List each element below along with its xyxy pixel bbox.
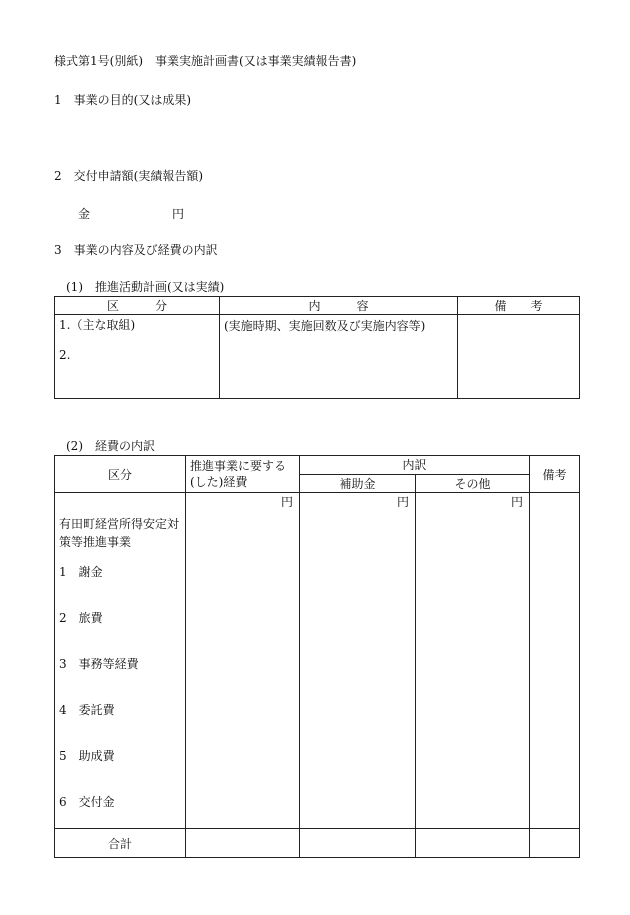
cost-category-cell (55, 493, 186, 829)
section-1-heading: 1 事業の目的(又は成果) (54, 93, 191, 107)
yen-unit: 円 (511, 495, 524, 509)
cost-other-cell (416, 493, 530, 829)
subsection-2-heading: (2) 経費の内訳 (66, 439, 155, 453)
plan-content-note: (実施時期、実施回数及び実施内容等) (224, 319, 426, 333)
cost-item: 5 助成費 (59, 749, 115, 763)
subsection-1-heading: (1) 推進活動計画(又は実績) (66, 280, 225, 294)
yen-unit: 円 (280, 495, 293, 509)
plan-table (54, 296, 580, 399)
yen-unit: 円 (396, 495, 409, 509)
cost-item: 6 交付金 (59, 795, 115, 809)
plan-item-2: 2. (59, 348, 71, 362)
plan-header-remarks: 備 考 (458, 297, 580, 315)
cost-table (54, 455, 580, 858)
cost-header-category: 区分 (55, 456, 186, 493)
plan-header-category: 区 分 (55, 297, 220, 315)
cost-remarks-cell (530, 493, 580, 829)
cost-item: 1 謝金 (59, 565, 103, 579)
amount-unit: 円 (172, 207, 185, 221)
cost-total-subsidy (300, 829, 416, 858)
cost-item: 2 旅費 (59, 611, 103, 625)
cost-total-required (186, 829, 300, 858)
cost-total-other (416, 829, 530, 858)
section-2-heading: 2 交付申請額(実績報告額) (54, 169, 203, 183)
cost-item: 4 委託費 (59, 703, 115, 717)
cost-total-remarks (530, 829, 580, 858)
form-title: 様式第1号(別紙) 事業実施計画書(又は事業実績報告書) (54, 54, 357, 68)
cost-header-other: その他 (416, 474, 530, 493)
plan-category-cell (55, 315, 220, 399)
cost-header-subsidy: 補助金 (300, 474, 416, 493)
program-name: 有田町経営所得安定対策等推進事業 (59, 517, 180, 549)
cost-total-label: 合計 (55, 829, 186, 858)
amount-label: 金 (78, 207, 91, 221)
cost-header-breakdown: 内訳 (300, 456, 530, 475)
cost-item: 3 事務等経費 (59, 657, 139, 671)
cost-header-required: 推進事業に要する(した)経費 (186, 456, 300, 493)
section-3-heading: 3 事業の内容及び経費の内訳 (54, 243, 218, 257)
plan-item-1: 1.（主な取組) (59, 318, 136, 332)
plan-header-content: 内 容 (220, 297, 458, 315)
cost-required-cell (186, 493, 300, 829)
plan-content-cell (220, 315, 458, 399)
cost-header-remarks: 備考 (530, 456, 580, 493)
plan-remarks-cell (458, 315, 580, 399)
cost-subsidy-cell (300, 493, 416, 829)
